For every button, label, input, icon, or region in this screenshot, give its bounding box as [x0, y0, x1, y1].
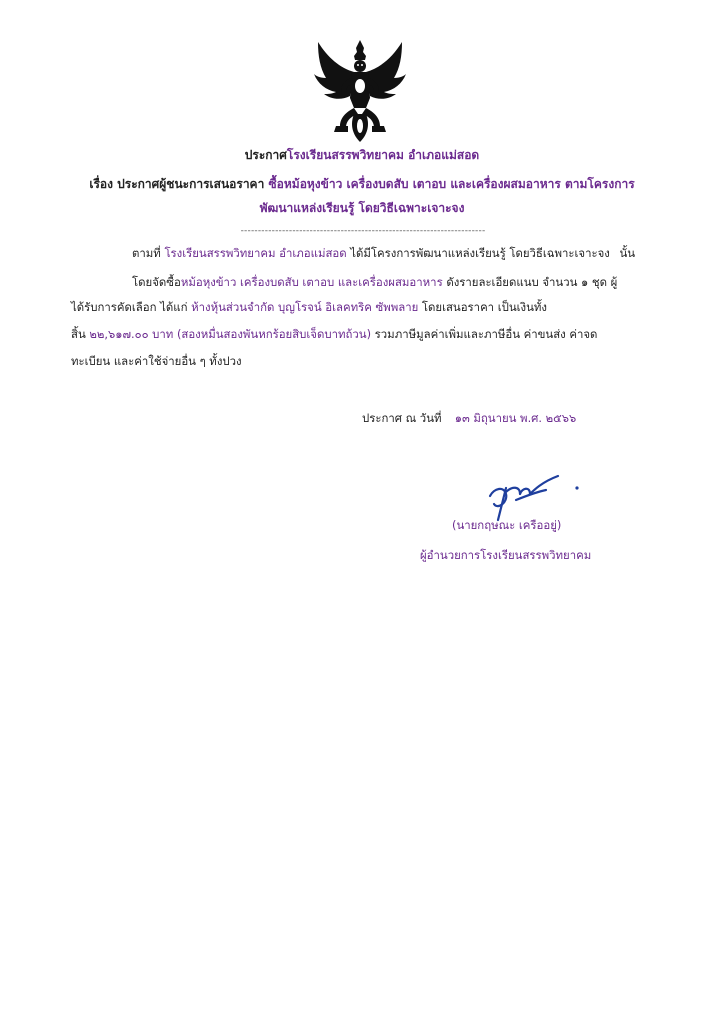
body-text: ตามที่: [132, 246, 161, 260]
title-prefix: ประกาศ: [244, 148, 287, 162]
announcement-subject: [0, 175, 724, 193]
body-text: โดยจัดซื้อ: [132, 275, 181, 289]
body-line-4: [71, 325, 597, 343]
subject-prefix: เรื่อง ประกาศผู้ชนะการเสนอราคา: [89, 177, 265, 191]
body-text: รวมภาษีมูลค่าเพิ่มและภาษีอื่น ค่าขนส่ง ค่าจด: [374, 327, 598, 341]
body-line-1: [132, 244, 635, 262]
subject-detail: ซื้อหม้อหุงข้าว เครื่องบดสับ เตาอบ และเครื่องผสมอาหาร ตามโครงการ: [268, 177, 635, 191]
signer-name: (นายกฤษณะ เครืออยู่): [452, 518, 562, 532]
body-text: ดังรายละเอียดแนบ จำนวน ๑ ชุด ผู้: [446, 275, 618, 289]
body-text: ได้มีโครงการพัฒนาแหล่งเรียนรู้ โดยวิธีเฉพาะเจาะจง: [350, 246, 610, 260]
announcement-date: [362, 409, 576, 427]
item-list: หม้อหุงข้าว เครื่องบดสับ เตาอบ และเครื่องผสมอาหาร: [180, 275, 443, 289]
body-line-5: ทะเบียน และค่าใช้จ่ายอื่น ๆ ทั้งปวง: [71, 354, 242, 368]
body-line-3: [71, 298, 547, 316]
body-text: ได้รับการคัดเลือก ได้แก่: [71, 300, 188, 314]
body-text: นั้น: [619, 246, 636, 260]
title-organization: โรงเรียนสรรพวิทยาคม อำเภอแม่สอด: [286, 148, 480, 162]
organization-name: โรงเรียนสรรพวิทยาคม อำเภอแม่สอด: [164, 246, 347, 260]
divider-line: -----------------------------------------------------------------------: [240, 226, 486, 236]
garuda-emblem-icon: [310, 38, 410, 144]
body-text: สิ้น: [71, 327, 86, 341]
handwritten-signature: [476, 466, 596, 522]
date-prefix: ประกาศ ณ วันที่: [362, 411, 442, 425]
body-line-2: [132, 273, 617, 291]
subject-line-2: พัฒนาแหล่งเรียนรู้ โดยวิธีเฉพาะเจาะจง: [259, 201, 465, 215]
body-text: โดยเสนอราคา เป็นเงินทั้ง: [421, 300, 547, 314]
date-value: ๑๓ มิถุนายน พ.ศ. ๒๕๖๖: [454, 411, 577, 425]
announcement-title: [0, 146, 724, 164]
vendor-name: ห้างหุ้นส่วนจำกัด บุญโรจน์ อิเลคทริค ซัพพลาย: [191, 300, 419, 314]
signer-position: ผู้อำนวยการโรงเรียนสรรพวิทยาคม: [420, 548, 592, 562]
price-amount: ๒๒,๖๑๗.๐๐ บาท (สองหมื่นสองพันหกร้อยสิบเจ็ดบาทถ้วน): [89, 327, 372, 341]
